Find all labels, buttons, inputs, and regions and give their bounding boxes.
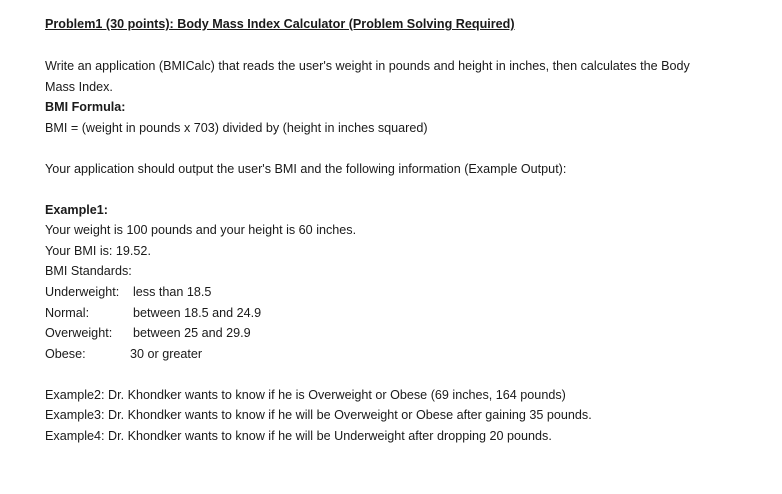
standard-value-overweight: between 25 and 29.9 xyxy=(133,326,251,340)
problem-title: Problem1 (30 points): Body Mass Index Calculator (Problem Solving Required) xyxy=(45,17,515,31)
standard-value-underweight: less than 18.5 xyxy=(133,285,212,299)
formula-heading: BMI Formula: xyxy=(45,100,126,114)
formula-text: BMI = (weight in pounds x 703) divided by (height in inches squared) xyxy=(45,121,428,135)
example1-heading: Example1: xyxy=(45,203,108,217)
example4-text: Example4: Dr. Khondker wants to know if he will be Underweight after dropping 20 pounds. xyxy=(45,429,552,443)
output-instruction: Your application should output the user's BMI and the following information (Example Output): xyxy=(45,162,567,176)
example2-text: Example2: Dr. Khondker wants to know if he is Overweight or Obese (69 inches, 164 pounds) xyxy=(45,388,566,402)
standard-label-underweight: Underweight: xyxy=(45,285,120,299)
standard-value-normal: between 18.5 and 24.9 xyxy=(133,306,262,320)
bmi-standards-heading: BMI Standards: xyxy=(45,264,132,278)
standard-label-normal: Normal: xyxy=(45,306,90,320)
example1-line-2: Your BMI is: 19.52. xyxy=(45,244,151,258)
standard-label-obese: Obese: xyxy=(45,347,86,361)
intro-text-line-1: Write an application (BMICalc) that reads the user's weight in pounds and height in inches, then calculates the Body xyxy=(45,59,690,73)
example1-line-1: Your weight is 100 pounds and your height is 60 inches. xyxy=(45,223,357,237)
standard-value-obese: 30 or greater xyxy=(130,347,203,361)
intro-text-line-2: Mass Index. xyxy=(45,80,113,94)
example3-text: Example3: Dr. Khondker wants to know if he will be Overweight or Obese after gaining 35 pounds. xyxy=(45,408,592,422)
standard-label-overweight: Overweight: xyxy=(45,326,113,340)
